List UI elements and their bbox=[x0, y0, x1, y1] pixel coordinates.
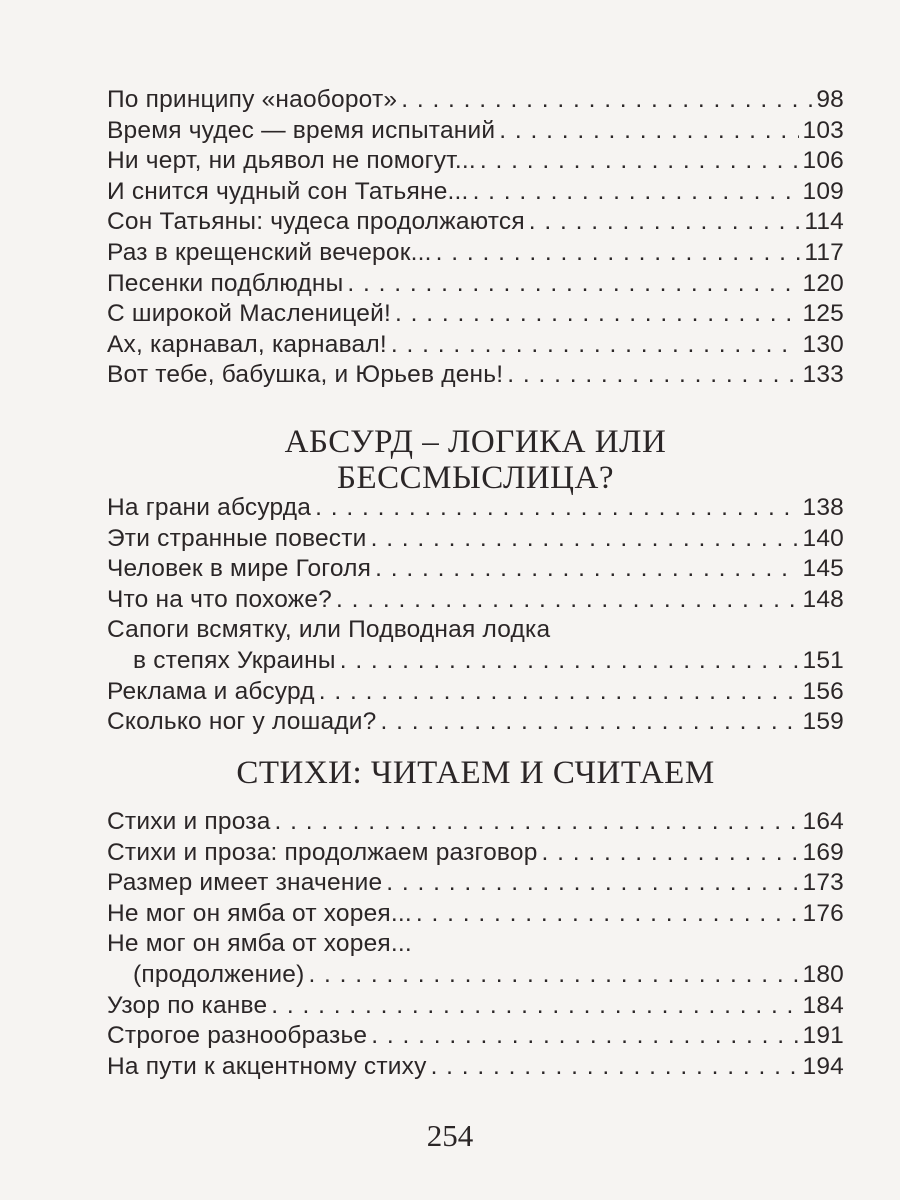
entry-title: Что на что похоже? bbox=[107, 585, 332, 613]
dot-leader bbox=[336, 585, 799, 616]
toc-section-1 bbox=[107, 85, 844, 391]
entry-page: 194 bbox=[802, 1052, 844, 1080]
entry-page: 114 bbox=[804, 208, 844, 236]
entry-page: 184 bbox=[802, 991, 844, 1019]
entry-title: Раз в крещенский вечерок... bbox=[107, 238, 432, 266]
toc-entry bbox=[107, 360, 844, 391]
toc-entry-first-line bbox=[107, 929, 844, 960]
toc-entry bbox=[107, 207, 844, 238]
dot-leader bbox=[416, 899, 799, 930]
toc-entry bbox=[107, 991, 844, 1022]
entry-title: Вот тебе, бабушка, и Юрьев день! bbox=[107, 361, 504, 389]
toc-section-2 bbox=[107, 493, 844, 738]
dot-leader bbox=[507, 360, 798, 391]
dot-leader bbox=[315, 493, 798, 524]
entry-page: 109 bbox=[802, 177, 844, 205]
entry-title: И снится чудный сон Татьяне... bbox=[107, 177, 469, 205]
heading-line: АБСУРД – ЛОГИКА ИЛИ bbox=[284, 424, 667, 460]
dot-leader bbox=[275, 807, 799, 838]
entry-title: Человек в мире Гоголя bbox=[107, 555, 372, 583]
entry-page: 159 bbox=[802, 708, 844, 736]
dot-leader bbox=[340, 646, 799, 677]
entry-title: Ах, карнавал, карнавал! bbox=[107, 330, 387, 358]
toc-entry bbox=[107, 269, 844, 300]
dot-leader bbox=[431, 1052, 799, 1083]
dot-leader bbox=[271, 991, 798, 1022]
toc-entry bbox=[107, 899, 844, 930]
toc-entry bbox=[107, 807, 844, 838]
entry-page: 130 bbox=[802, 330, 844, 358]
entry-page: 156 bbox=[802, 677, 844, 705]
entry-page: 117 bbox=[804, 238, 844, 266]
entry-title: Эти странные повести bbox=[107, 524, 367, 552]
entry-page: 133 bbox=[802, 361, 844, 389]
entry-title: Реклама и абсурд bbox=[107, 677, 315, 705]
dot-leader bbox=[375, 554, 798, 585]
entry-page: 169 bbox=[802, 838, 844, 866]
dot-leader bbox=[542, 838, 799, 869]
dot-leader bbox=[381, 707, 799, 738]
entry-page: 125 bbox=[802, 300, 844, 328]
toc-entry bbox=[107, 524, 844, 555]
page-number: 254 bbox=[426, 1118, 474, 1153]
entry-page: 106 bbox=[802, 147, 844, 175]
dot-leader bbox=[436, 238, 801, 269]
toc-entry bbox=[107, 1052, 844, 1083]
heading-line: СТИХИ: ЧИТАЕМ И СЧИТАЕМ bbox=[236, 755, 715, 791]
toc-entry bbox=[107, 868, 844, 899]
toc-entry bbox=[107, 554, 844, 585]
dot-leader bbox=[386, 868, 798, 899]
entry-title: Строгое разнообразье bbox=[107, 1022, 368, 1050]
toc-entry bbox=[107, 330, 844, 361]
dot-leader bbox=[371, 524, 799, 555]
entry-page: 138 bbox=[802, 494, 844, 521]
entry-title: На грани абсурда bbox=[107, 494, 312, 521]
entry-title: Стихи и проза: продолжаем разговор bbox=[107, 838, 538, 866]
entry-page: 180 bbox=[802, 960, 844, 988]
dot-leader bbox=[371, 1021, 798, 1052]
entry-page: 148 bbox=[802, 585, 844, 613]
entry-title-continued: (продолжение) bbox=[133, 960, 305, 988]
entry-page: 164 bbox=[802, 808, 844, 835]
entry-title: Размер имеет значение bbox=[107, 869, 383, 897]
toc-entry bbox=[107, 493, 844, 524]
dot-leader bbox=[308, 960, 798, 991]
dot-leader bbox=[499, 116, 798, 147]
toc-entry-first-line bbox=[107, 615, 844, 646]
entry-page: 145 bbox=[802, 555, 844, 583]
entry-title: На пути к акцентному стиху bbox=[107, 1052, 427, 1080]
entry-title: Сапоги всмятку, или Подводная лодка bbox=[107, 616, 551, 644]
toc-entry bbox=[107, 707, 844, 738]
section-heading-poetry bbox=[107, 755, 844, 791]
toc-entry bbox=[107, 1021, 844, 1052]
entry-page: 103 bbox=[802, 116, 844, 144]
toc-entry bbox=[107, 838, 844, 869]
dot-leader bbox=[391, 330, 799, 361]
toc-entry bbox=[107, 146, 844, 177]
entry-page: 98 bbox=[816, 86, 844, 113]
dot-leader bbox=[529, 207, 801, 238]
toc-entry bbox=[107, 299, 844, 330]
toc-entry bbox=[107, 238, 844, 269]
entry-title: Сон Татьяны: чудеса продолжаются bbox=[107, 208, 525, 236]
dot-leader bbox=[473, 177, 799, 208]
entry-title: Не мог он ямба от хорея... bbox=[107, 930, 412, 958]
entry-page: 191 bbox=[802, 1022, 844, 1050]
entry-title: Стихи и проза bbox=[107, 808, 271, 835]
toc-entry bbox=[107, 85, 844, 116]
toc-entry bbox=[107, 677, 844, 708]
entry-page: 176 bbox=[802, 899, 844, 927]
entry-page: 140 bbox=[802, 524, 844, 552]
entry-page: 151 bbox=[802, 646, 844, 674]
entry-title: Ни черт, ни дьявол не помогут... bbox=[107, 147, 476, 175]
dot-leader bbox=[319, 677, 799, 708]
dot-leader bbox=[347, 269, 798, 300]
toc-entry bbox=[107, 585, 844, 616]
section-heading-absurd bbox=[107, 424, 844, 496]
entry-page: 173 bbox=[802, 869, 844, 897]
toc-entry bbox=[107, 116, 844, 147]
heading-line: БЕССМЫСЛИЦА? bbox=[337, 460, 614, 496]
entry-title: С широкой Масленицей! bbox=[107, 300, 391, 328]
entry-title-continued: в степях Украины bbox=[133, 646, 336, 674]
entry-title: По принципу «наоборот» bbox=[107, 86, 398, 113]
toc-entry bbox=[107, 177, 844, 208]
toc-section-3 bbox=[107, 807, 844, 1082]
dot-leader bbox=[395, 299, 799, 330]
entry-title: Сколько ног у лошади? bbox=[107, 708, 377, 736]
dot-leader bbox=[480, 146, 799, 177]
entry-title: Песенки подблюдны bbox=[107, 269, 344, 297]
entry-title: Узор по канве bbox=[107, 991, 268, 1019]
toc-entry bbox=[107, 646, 844, 677]
entry-page: 120 bbox=[802, 269, 844, 297]
toc-entry bbox=[107, 960, 844, 991]
dot-leader bbox=[401, 85, 812, 116]
entry-title: Не мог он ямба от хорея... bbox=[107, 899, 412, 927]
entry-title: Время чудес — время испытаний bbox=[107, 116, 496, 144]
